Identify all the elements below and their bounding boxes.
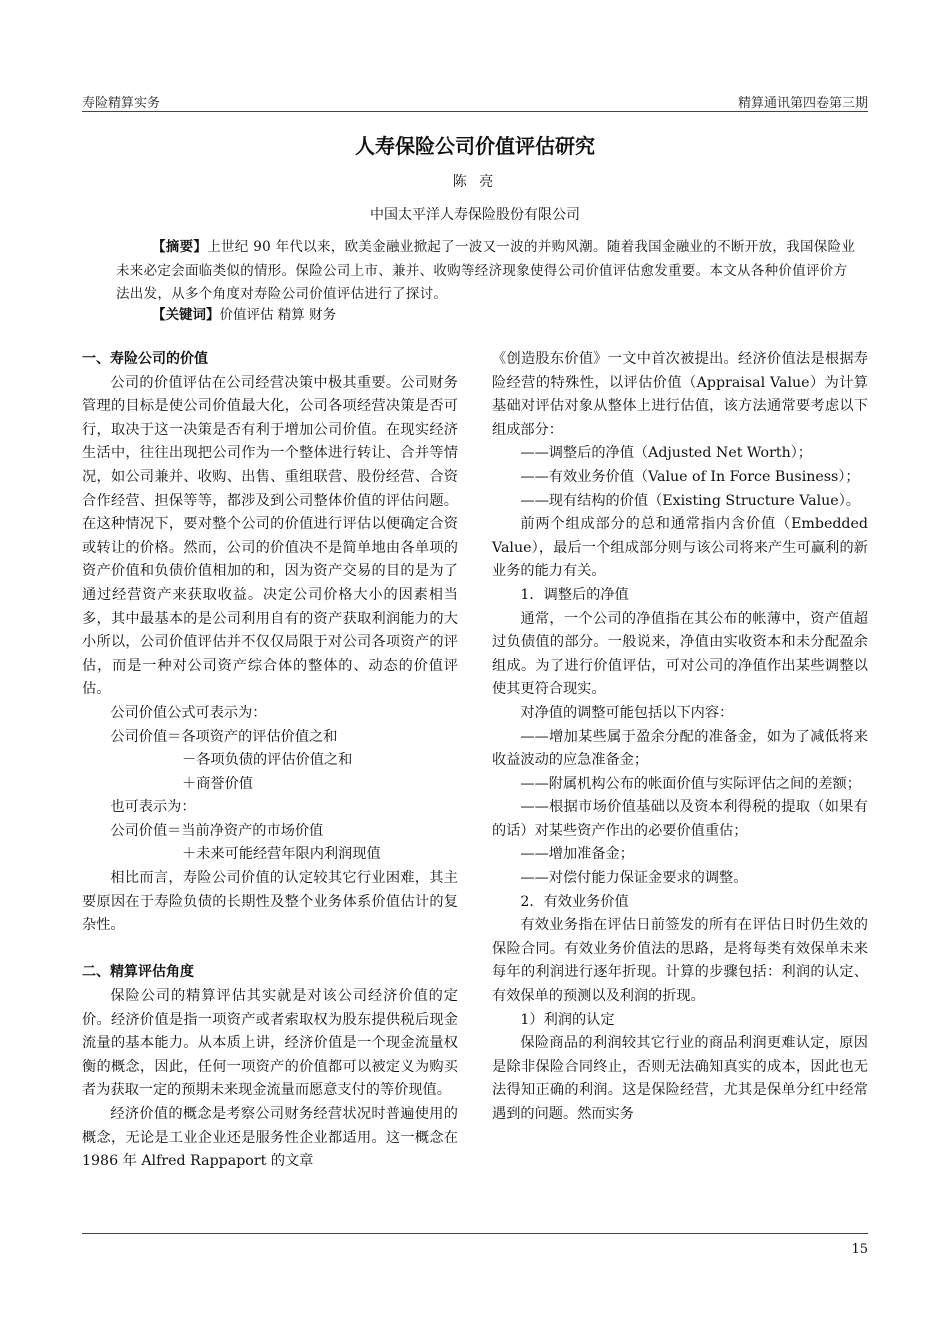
paragraph: 有效业务指在评估日前签发的所有在评估日时仍生效的保险合同。有效业务价值法的思路，是将每类有效保单未来每年的利润进行逐年折现。计算的步骤包括：利润的认定、有效保单的预测以及利润的折现。 xyxy=(492,917,868,1005)
affiliation: 中国太平洋人寿保险股份有限公司 xyxy=(370,207,580,223)
running-header-left: 寿险精算实务 xyxy=(82,96,161,111)
paper-title: 人寿保险公司价值评估研究 xyxy=(355,134,595,158)
abstract-label: 【摘要】 xyxy=(152,239,208,255)
abstract xyxy=(116,236,856,307)
author: 陈 亮 xyxy=(452,174,498,190)
paragraph: 对净值的调整可能包括以下内容： xyxy=(520,704,734,721)
formula-line: －各项负债的评估价值之和 xyxy=(182,752,353,769)
paragraph: 公司的价值评估在公司经营决策中极其重要。公司财务管理的目标是使公司价值最大化，公司各项经营决策是否可行，取决于这一决策是否有利于增加公司价值。在现实经济生活中，往往出现把公司作为一个整体进行转让、合并等情况，如公司兼并、收购、出售、重组联营、股份经营、合资合作经营、担保等等，都涉及到公司整体价值的评估问题。在这种情况下，要对整个公司的价值进行评估以便确定合资或转让的价格。然而，公司的价值决不是简单地由各单项的资产价值和负债价值相加的和，因为资产交易的目的是为了通过经营资产来获取收益。决定公司价格大小的因素相当多，其中最基本的是公司利用自有的资产获取利润能力的大小所以，公司价值评估并不仅仅局限于对公司各项资产的评估，而是一种对公司资产综合体的整体的、动态的价值评估。 xyxy=(82,374,458,698)
dash-item: ——附属机构公布的帐面价值与实际评估之间的差额； xyxy=(520,775,861,792)
dash-item: ——现有结构的价值（Existing Structure Value）。 xyxy=(520,492,860,509)
keywords xyxy=(152,303,336,323)
formula-intro: 也可表示为： xyxy=(110,799,196,816)
subheading: 1．调整后的净值 xyxy=(520,586,629,603)
paragraph: 前两个组成部分的总和通常指内含价值（Embedded Value），最后一个组成部分则与该公司将来产生可赢利的新业务的能力有关。 xyxy=(492,516,868,580)
formula-line: ＋未来可能经营年限内利润现值 xyxy=(182,846,381,863)
formula-line: ＋商誉价值 xyxy=(182,775,253,792)
subheading: 2．有效业务价值 xyxy=(520,893,629,910)
left-column xyxy=(82,348,458,1174)
dash-item: ——有效业务价值（Value of In Force Business）； xyxy=(520,468,860,485)
paragraph: 相比而言，寿险公司价值的认定较其它行业困难，其主要原因在于寿险负债的长期性及整个业务体系价值估计的复杂性。 xyxy=(82,870,458,934)
abstract-text: 上世纪 90 年代以来，欧美金融业掀起了一波又一波的并购风潮。随着我国金融业的不断开放，我国保险业未来必定会面临类似的情形。保险公司上市、兼并、收购等经济现象使得公司价值评估愈发重要。本文从各种价值评价方法出发，从多个角度对寿险公司价值评估进行了探讨。 xyxy=(116,239,856,302)
paragraph: 《创造股东价值》一文中首次被提出。经济价值法是根据寿险经营的特殊性，以评估价值（Appraisal Value）为计算基础对评估对象从整体上进行估值，该方法通常要考虑以下组成部分： xyxy=(492,351,868,438)
formula-intro: 公司价值公式可表示为： xyxy=(110,704,267,721)
running-header-right: 精算通讯第四卷第三期 xyxy=(737,96,868,111)
dash-item: ——调整后的净值（Adjusted Net Worth）； xyxy=(520,445,812,462)
dash-item: ——根据市场价值基础以及资本利得税的提取（如果有的话）对某些资产作出的必要价值重估； xyxy=(492,799,868,839)
keywords-text: 价值评估 精算 财务 xyxy=(219,307,337,323)
section-heading: 一、寿险公司的价值 xyxy=(82,351,208,367)
right-column xyxy=(492,348,868,1127)
paragraph: 保险商品的利润较其它行业的商品利润更难认定，原因是除非保险合同终止，否则无法确知真实的成本，因此也无法得知正确的利润。这是保险经营，尤其是保单分红中经常遇到的问题。然而实务 xyxy=(492,1035,868,1122)
section-heading: 二、精算评估角度 xyxy=(82,964,194,981)
page-number: 15 xyxy=(851,1242,868,1257)
formula-line: 公司价值＝当前净资产的市场价值 xyxy=(110,822,324,839)
paragraph: 经济价值的概念是考察公司财务经营状况时普遍使用的概念，无论是工业企业还是服务性企业都适用。这一概念在 1986 年 Alfred Rappaport 的文章 xyxy=(82,1106,458,1170)
paragraph: 保险公司的精算评估其实就是对该公司经济价值的定价。经济价值是指一项资产或者索取权为股东提供税后现金流量的基本能力。从本质上讲，经济价值是一个现金流量权衡的概念，因此，任何一项资产的价值都可以被定义为购买者为获取一定的预期未来现金流量而愿意支付的等价现值。 xyxy=(82,988,458,1099)
dash-item: ——增加准备金； xyxy=(520,846,634,863)
formula-line: 公司价值＝各项资产的评估价值之和 xyxy=(110,728,338,745)
paragraph: 通常，一个公司的净值指在其公布的帐薄中，资产值超过负债值的部分。一般说来，净值由实收资本和未分配盈余组成。为了进行价值评估，可对公司的净值作出某些调整以使其更符合现实。 xyxy=(492,610,868,698)
keywords-label: 【关键词】 xyxy=(152,307,220,323)
header-rule xyxy=(82,111,868,112)
dash-item: ——增加某些属于盈余分配的准备金，如为了减低将来收益波动的应急准备金； xyxy=(492,728,868,769)
subheading: 1）利润的认定 xyxy=(520,1011,615,1028)
footer-rule xyxy=(82,1233,868,1234)
dash-item: ——对偿付能力保证金要求的调整。 xyxy=(520,870,748,887)
